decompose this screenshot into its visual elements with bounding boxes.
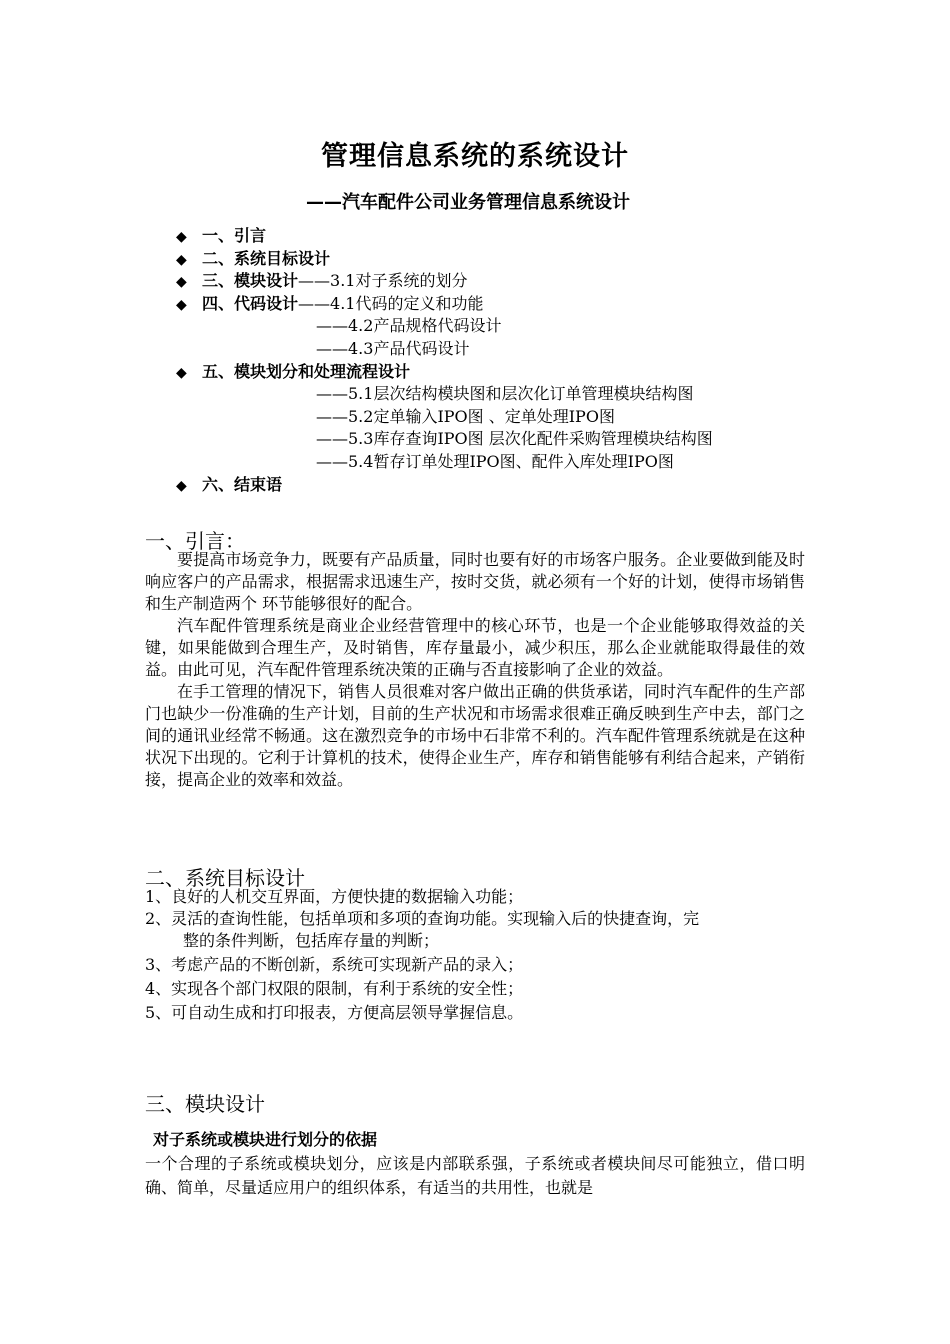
- toc-item: ◆ 二、系统目标设计: [176, 248, 856, 271]
- diamond-bullet-icon: ◆: [176, 229, 187, 245]
- goals-list: [145, 886, 810, 1024]
- diamond-bullet-icon: ◆: [176, 477, 187, 494]
- diamond-bullet-icon: ◆: [176, 364, 187, 381]
- list-item: 4、实现各个部门权限的限制，有利于系统的安全性；: [145, 979, 524, 998]
- toc-item: ◆ 一、引言: [176, 225, 856, 248]
- subsection-heading: 对子系统或模块进行划分的依据: [153, 1130, 378, 1149]
- diamond-bullet-icon: ◆: [176, 274, 187, 291]
- paragraph: 汽车配件管理系统是商业企业经营管理中的核心环节，也是一个企业能够取得效益的关键，如果能做到合理生产，及时销售，库存量最小，减少积压，那么企业就能取得最佳的效益。由此可见，汽车配件管理系统决策的正确与否直接影响了企业的效益。: [145, 616, 805, 679]
- toc-item: ◆ 四、代码设计——4.1代码的定义和功能: [176, 293, 856, 316]
- toc-item: ◆ 六、结束语: [176, 474, 856, 497]
- list-item: 3、考虑产品的不断创新，系统可实现新产品的录入；: [145, 955, 524, 974]
- paragraph: 要提高市场竞争力，既要有产品质量，同时也要有好的市场客户服务。企业要做到能及时响应客户的产品需求，根据需求迅速生产，按时交货，就必须有一个好的计划，使得市场销售和生产制造两个 环节能够很好的配合。: [145, 550, 805, 613]
- toc-subitem: ——4.3产品代码设计: [316, 338, 470, 358]
- paragraph: 一个合理的子系统或模块划分，应该是内部联系强，子系统或者模块间尽可能独立，借口明确、简单，尽量适应用户的组织体系，有适当的共用性，也就是: [145, 1154, 805, 1197]
- toc-item: ◆ 五、模块划分和处理流程设计: [176, 361, 856, 384]
- section-introduction-body: [145, 549, 805, 791]
- diamond-bullet-icon: ◆: [176, 296, 187, 313]
- document-title: 管理信息系统的系统设计: [321, 141, 629, 172]
- toc-item: ◆ 三、模块设计——3.1对子系统的划分: [176, 270, 856, 293]
- toc-subitem: ——5.1层次结构模块图和层次化订单管理模块结构图: [316, 384, 694, 404]
- diamond-bullet-icon: ◆: [176, 251, 187, 268]
- list-item: 5、可自动生成和打印报表，方便高层领导掌握信息。: [145, 1003, 524, 1022]
- table-of-contents: [176, 225, 856, 496]
- section-heading-module-design: 三、模块设计: [145, 1092, 265, 1116]
- toc-subitem: ——4.2产品规格代码设计: [316, 316, 502, 336]
- list-item: 1、良好的人机交互界面，方便快捷的数据输入功能；: [145, 887, 524, 906]
- section-heading-introduction: 一、引言：: [145, 529, 245, 553]
- toc-subitem: ——5.2定单输入IPO图 、定单处理IPO图: [316, 406, 615, 426]
- list-item: 2、灵活的查询性能，包括单项和多项的查询功能。实现输入后的快捷查询，完 整的条件判断，包括库存量的判断；: [145, 909, 700, 950]
- section-heading-goals: 二、系统目标设计: [145, 866, 305, 890]
- toc-subitem: ——5.4暂存订单处理IPO图、配件入库处理IPO图: [316, 451, 674, 471]
- paragraph: 在手工管理的情况下，销售人员很难对客户做出正确的供货承诺，同时汽车配件的生产部门也缺少一份准确的生产计划，目前的生产状况和市场需求很难正确反映到生产中去，部门之间的通讯业经常不畅通。这在激烈竞争的市场中石非常不利的。汽车配件管理系统就是在这种状况下出现的。它利于计算机的技术，使得企业生产，库存和销售能够有利结合起来，产销衔接，提高企业的效率和效益。: [145, 682, 805, 789]
- toc-subitem: ——5.3库存查询IPO图 层次化配件采购管理模块结构图: [316, 429, 713, 449]
- document-subtitle: ——汽车配件公司业务管理信息系统设计: [306, 192, 630, 213]
